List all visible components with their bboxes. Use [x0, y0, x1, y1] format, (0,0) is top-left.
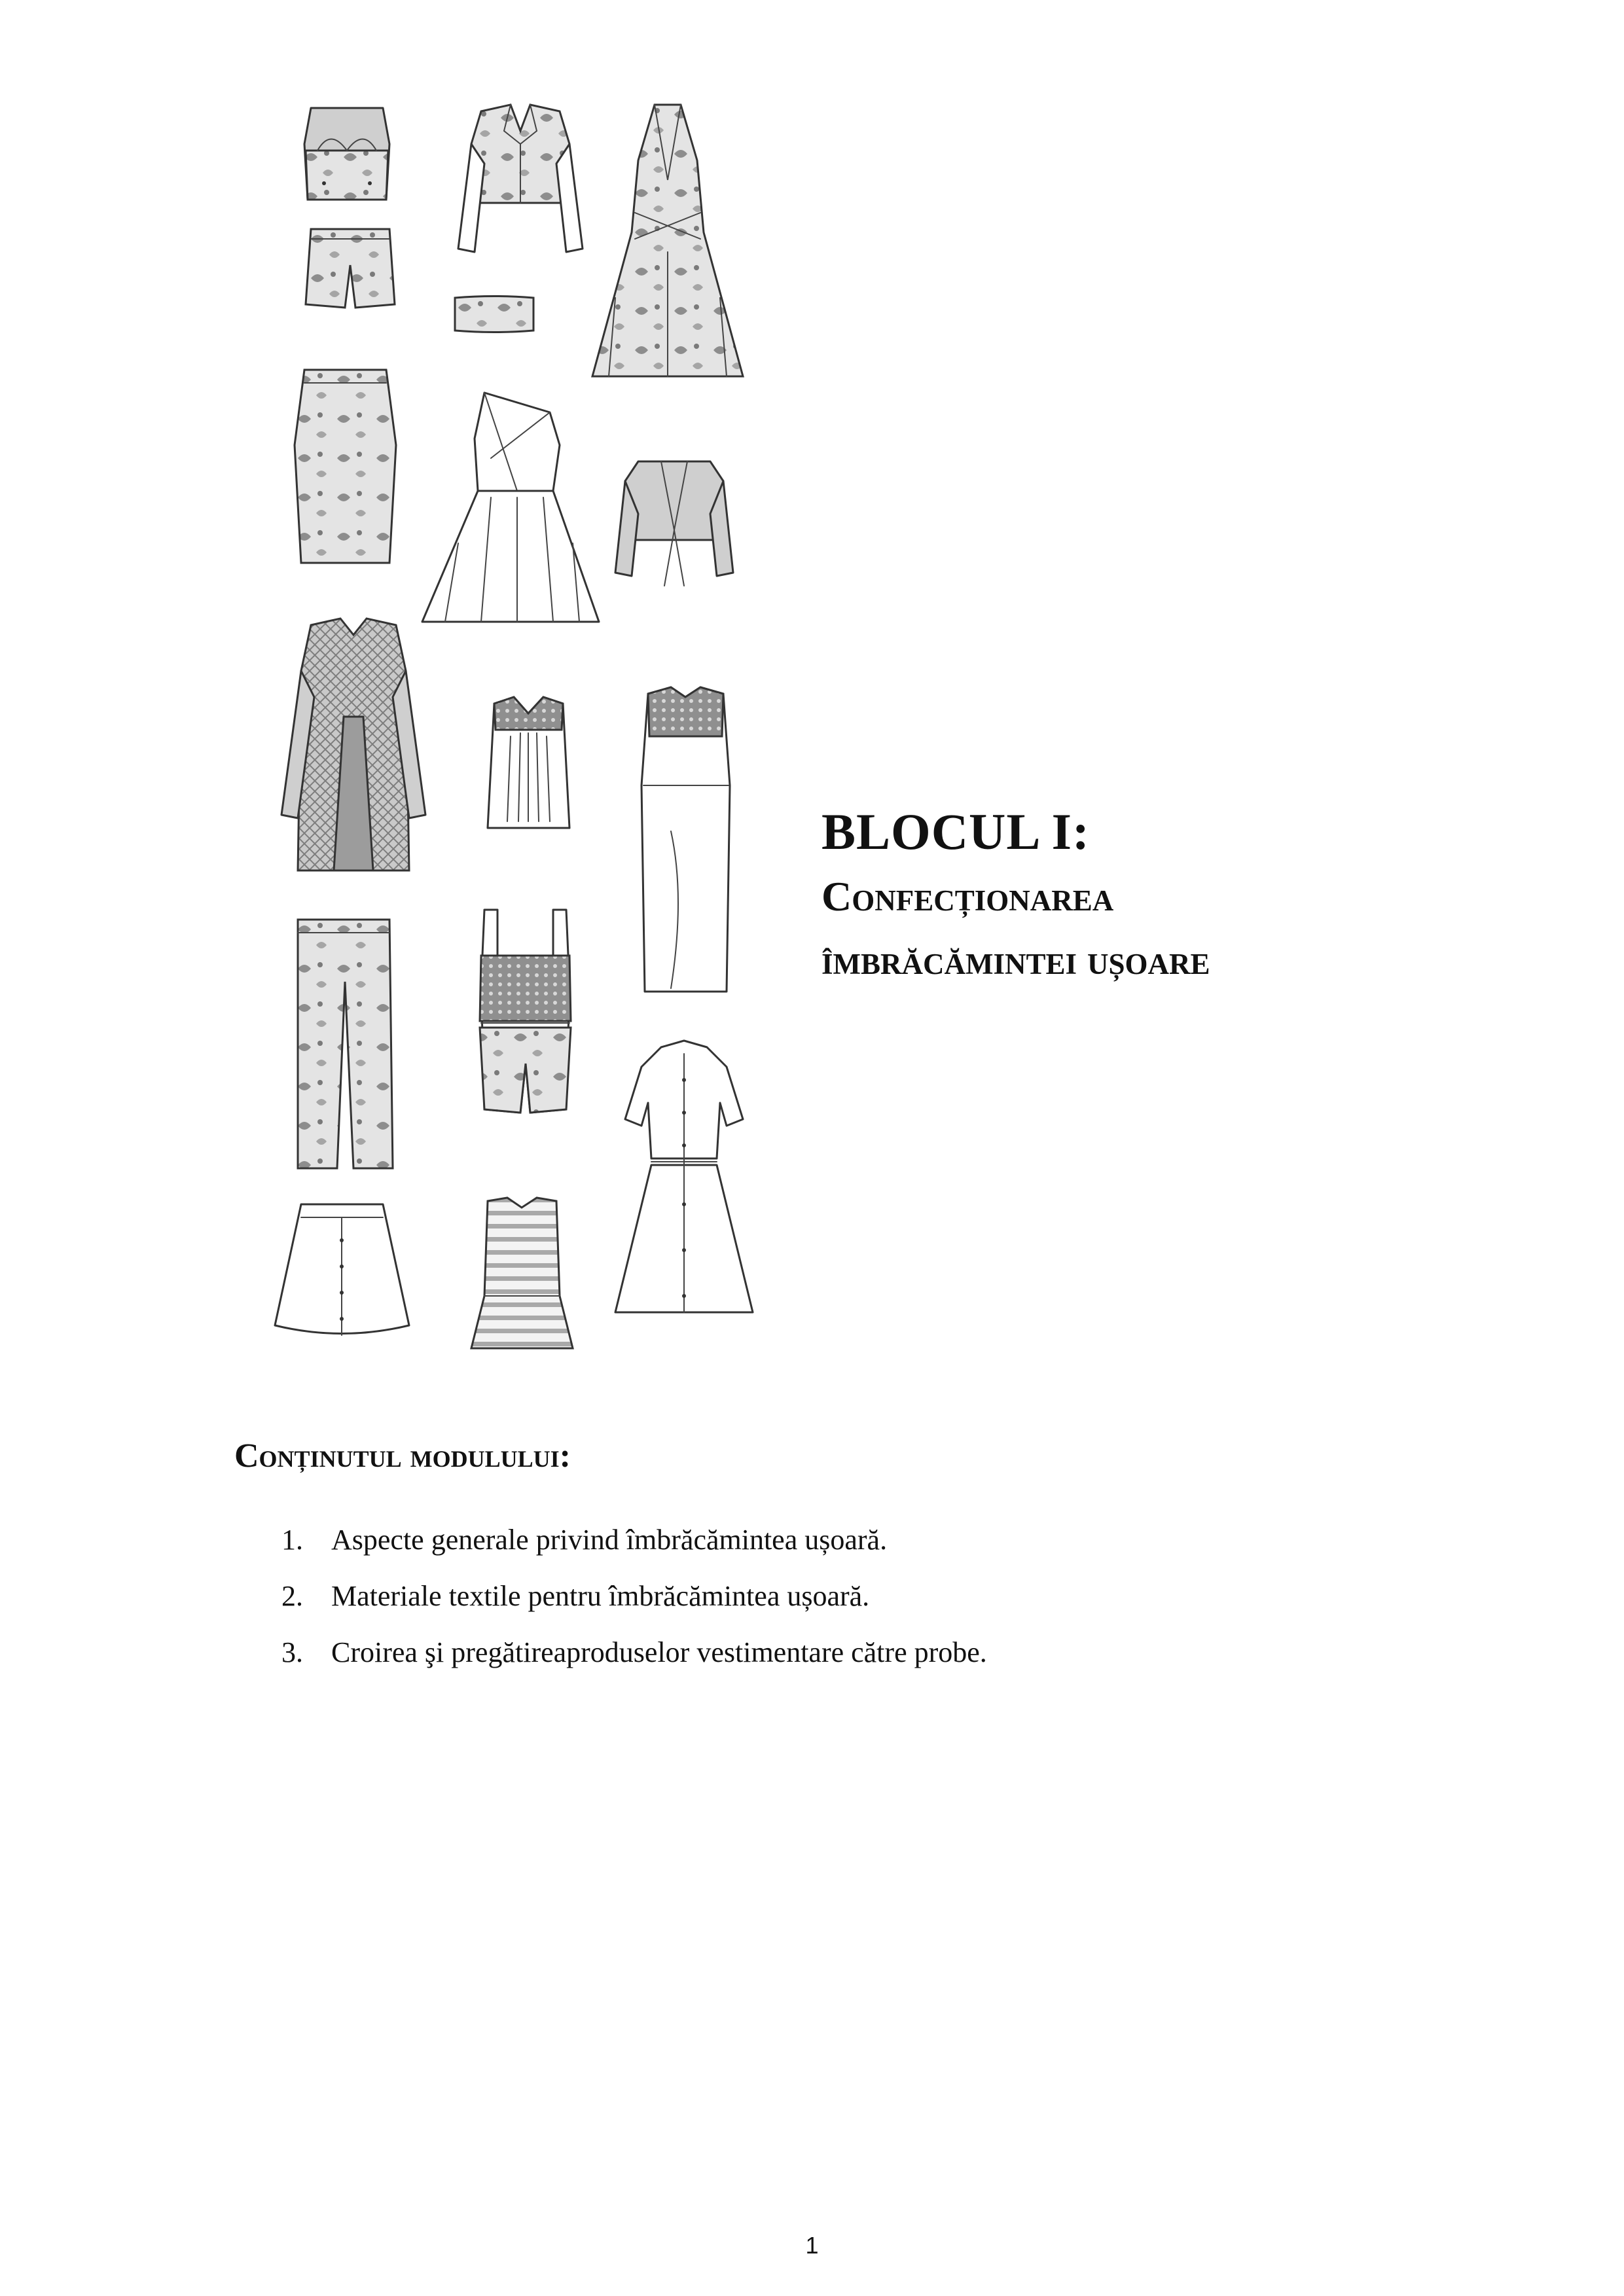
list-item [281, 1624, 987, 1681]
tie-front-cardigan-sketch [612, 455, 736, 592]
block-title [821, 802, 1542, 989]
block-title-line-2: Confecționarea [821, 873, 1114, 920]
list-item-text: Materiale textile pentru îmbrăcămintea ușoară. [331, 1580, 870, 1612]
list-item [281, 1568, 987, 1624]
contents-heading: Conținutul modulului: [234, 1437, 571, 1475]
list-item-text: Croirea şi pregătireaproduselor vestimentare către probe. [331, 1636, 987, 1668]
pencil-skirt-sketch [291, 367, 399, 566]
bustier-crop-top-sketch [298, 105, 396, 203]
list-item-number: 1. [281, 1524, 303, 1556]
peplum-top-sketch [468, 1198, 576, 1355]
list-item-number: 3. [281, 1636, 303, 1668]
shirt-dress-sketch [612, 1041, 756, 1319]
cropped-jacket-sketch [455, 105, 586, 255]
bandeau-top-sketch [452, 295, 537, 334]
block-title-line-1: BLOCUL I: [821, 803, 1090, 860]
list-item-text: Aspecte generale privind îmbrăcămintea ușoară. [331, 1524, 888, 1556]
button-skirt-sketch [272, 1201, 412, 1342]
floral-shorts-sketch [304, 226, 396, 311]
one-shoulder-dress-sketch [419, 386, 602, 638]
list-item-number: 2. [281, 1580, 303, 1612]
long-coat-sketch [278, 619, 429, 877]
block-title-line-3: îmbrăcămintei ușoare [821, 937, 1210, 983]
page-number: 1 [805, 2232, 819, 2259]
floral-trousers-sketch [291, 916, 396, 1172]
strap-romper-sketch [468, 906, 583, 1119]
contents-list [281, 1512, 987, 1681]
sleeveless-sheath-dress-sketch [632, 687, 740, 995]
list-item [281, 1512, 987, 1568]
pleated-blouse-sketch [484, 697, 573, 838]
halter-dress-sketch [589, 101, 746, 389]
